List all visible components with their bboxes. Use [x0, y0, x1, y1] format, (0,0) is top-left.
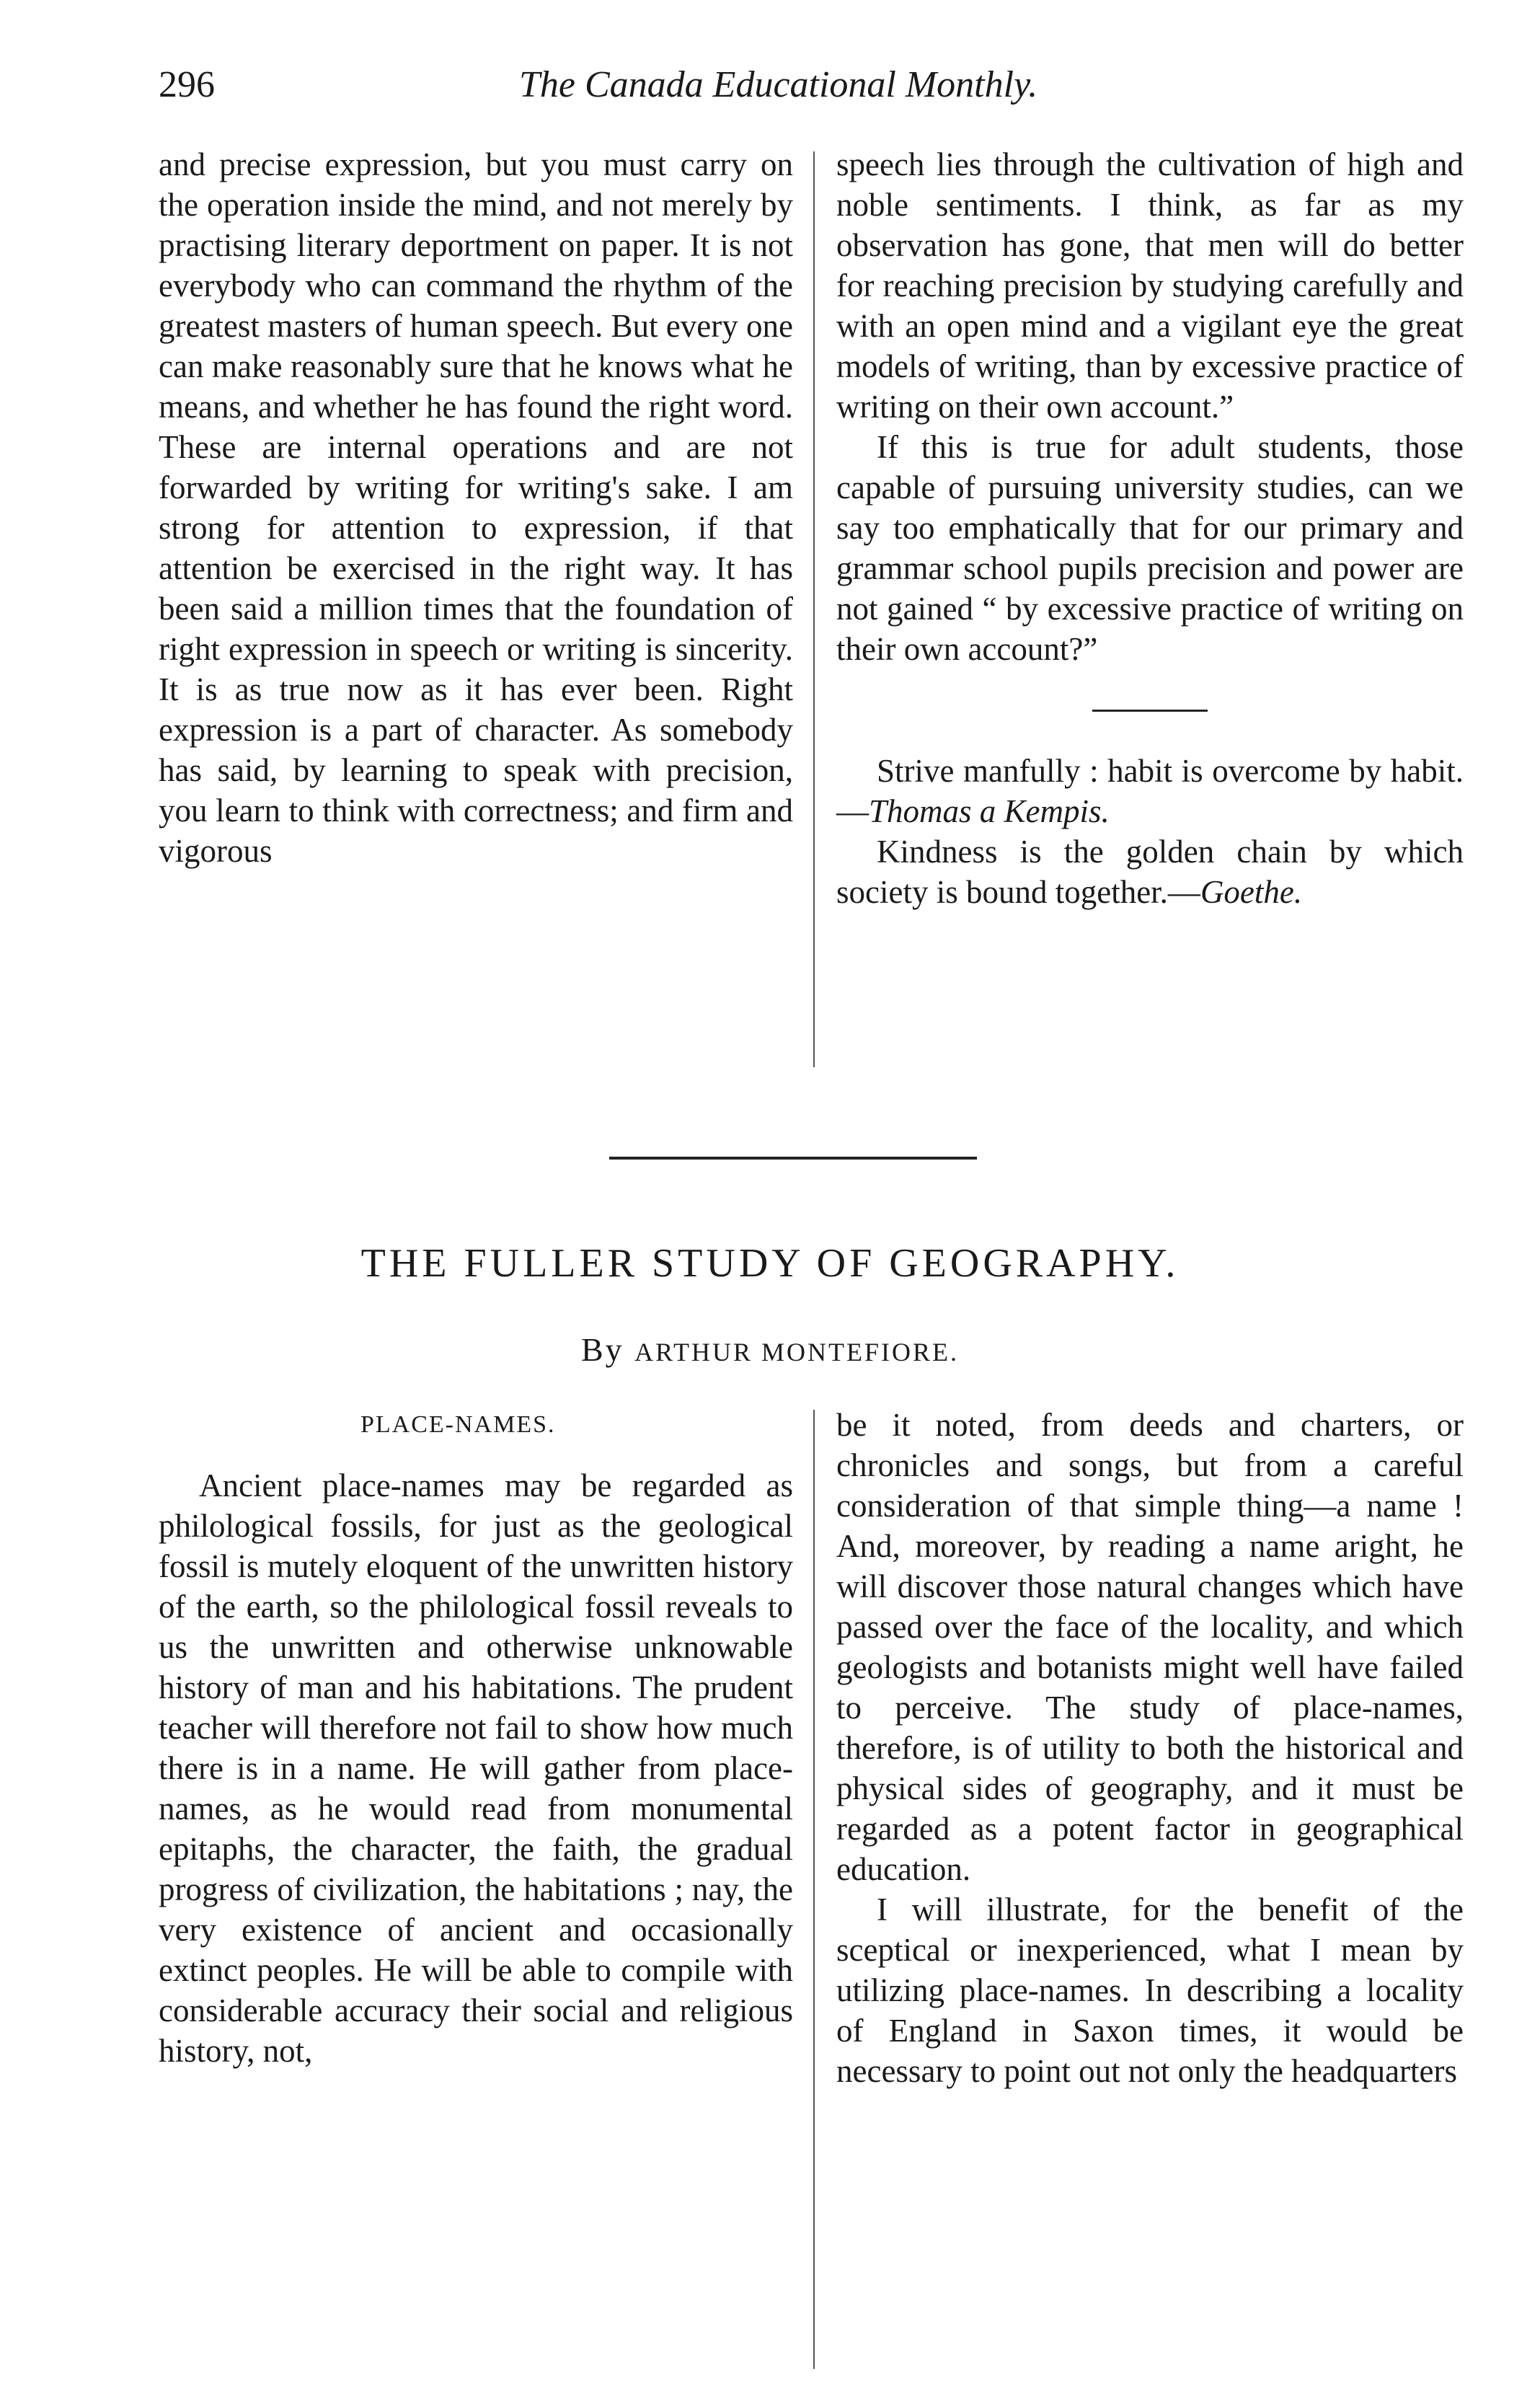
section-rule	[609, 1157, 977, 1160]
page-number: 296	[159, 64, 215, 105]
article-left-column	[159, 1405, 793, 2071]
paragraph: and precise expression, but you must carry on the operation inside the mind, and not merely by practising literary deportment on paper. It is not everybody who can command the rhythm of the greatest masters of human speech. But every one can make reasonably sure that he knows what he means, and whether he has found the right word. These are internal operations and are not forwarded by writing for writing's sake. I am strong for attention to expression, if that attention be exercised in the right way. It has been said a million times that the foundation of right expression in speech or writing is sincerity. It is as true now as it has ever been. Right expression is a part of character. As somebody has said, by learning to speak with precision, you learn to think with correctness; and firm and vigorous	[159, 146, 793, 869]
section-heading: PLACE-NAMES.	[360, 1411, 556, 1438]
quote-author: Thomas a Kempis.	[869, 793, 1110, 829]
column-divider	[813, 1410, 815, 2369]
paragraph: be it noted, from deeds and charters, or chronicles and songs, but from a careful consideration of that simple thing—a name ! And, moreover, by reading a name aright, he will discover those natural changes which have passed over the face of the locality, and which geologists and botanists might well have failed to perceive. The study of place-names, therefore, is of utility to both the historical and physical sides of geography, and it must be regarded as a potent factor in geographical education.	[836, 1407, 1464, 1887]
quote-author: Goethe.	[1200, 874, 1303, 910]
byline	[0, 1330, 1540, 1369]
column-divider	[813, 151, 815, 1067]
running-header	[159, 63, 1464, 121]
continued-article-left-column	[159, 144, 793, 871]
quote	[836, 831, 1464, 912]
quote-text: Kindness is the golden chain by which society is bound together.—	[836, 834, 1464, 910]
article-title: THE FULLER STUDY OF GEOGRAPHY.	[360, 1241, 1180, 1286]
paragraph: I will illustrate, for the benefit of the sceptical or inexperienced, what I mean by utilizing place-names. In describing a locality of England in Saxon times, it would be necessary to point out not only the headquarters	[836, 1891, 1464, 2089]
quote-text: Strive manfully : habit is overcome by habit.—	[836, 753, 1464, 829]
continued-article-right-column	[836, 144, 1464, 912]
article-right-column	[836, 1405, 1464, 2091]
paragraph: If this is true for adult students, those capable of pursuing university studies, can we say too emphatically that for our primary and grammar school pupils precision and power are not gained “ by excessive practice of writing on their own account?”	[836, 429, 1464, 667]
paragraph: speech lies through the cultivation of high and noble sentiments. I think, as far as my observation has gone, that men will do better for reaching precision by studying carefully and with an open mind and a vigilant eye the great models of writing, than by excessive practice of writing on their own account.”	[836, 146, 1464, 425]
short-rule	[1092, 710, 1208, 712]
byline-by: By	[580, 1331, 624, 1368]
author-name: ARTHUR MONTEFIORE.	[634, 1338, 960, 1367]
paragraph: Ancient place-names may be regarded as philological fossils, for just as the geological fossil is mutely eloquent of the unwritten history of the earth, so the philological fossil reveals to us the unwritten and otherwise unknowable history of man and his habitations. The prudent teacher will therefore not fail to show how much there is in a name. He will gather from place-names, as he would read from monumental epitaphs, the character, the faith, the gradual progress of civilization, the habitations ; nay, the very existence of ancient and occasionally extinct peoples. He will be able to compile with considerable accuracy their social and religious history, not,	[159, 1467, 793, 2069]
journal-title: The Canada Educational Monthly.	[519, 64, 1038, 105]
quote	[836, 751, 1464, 831]
